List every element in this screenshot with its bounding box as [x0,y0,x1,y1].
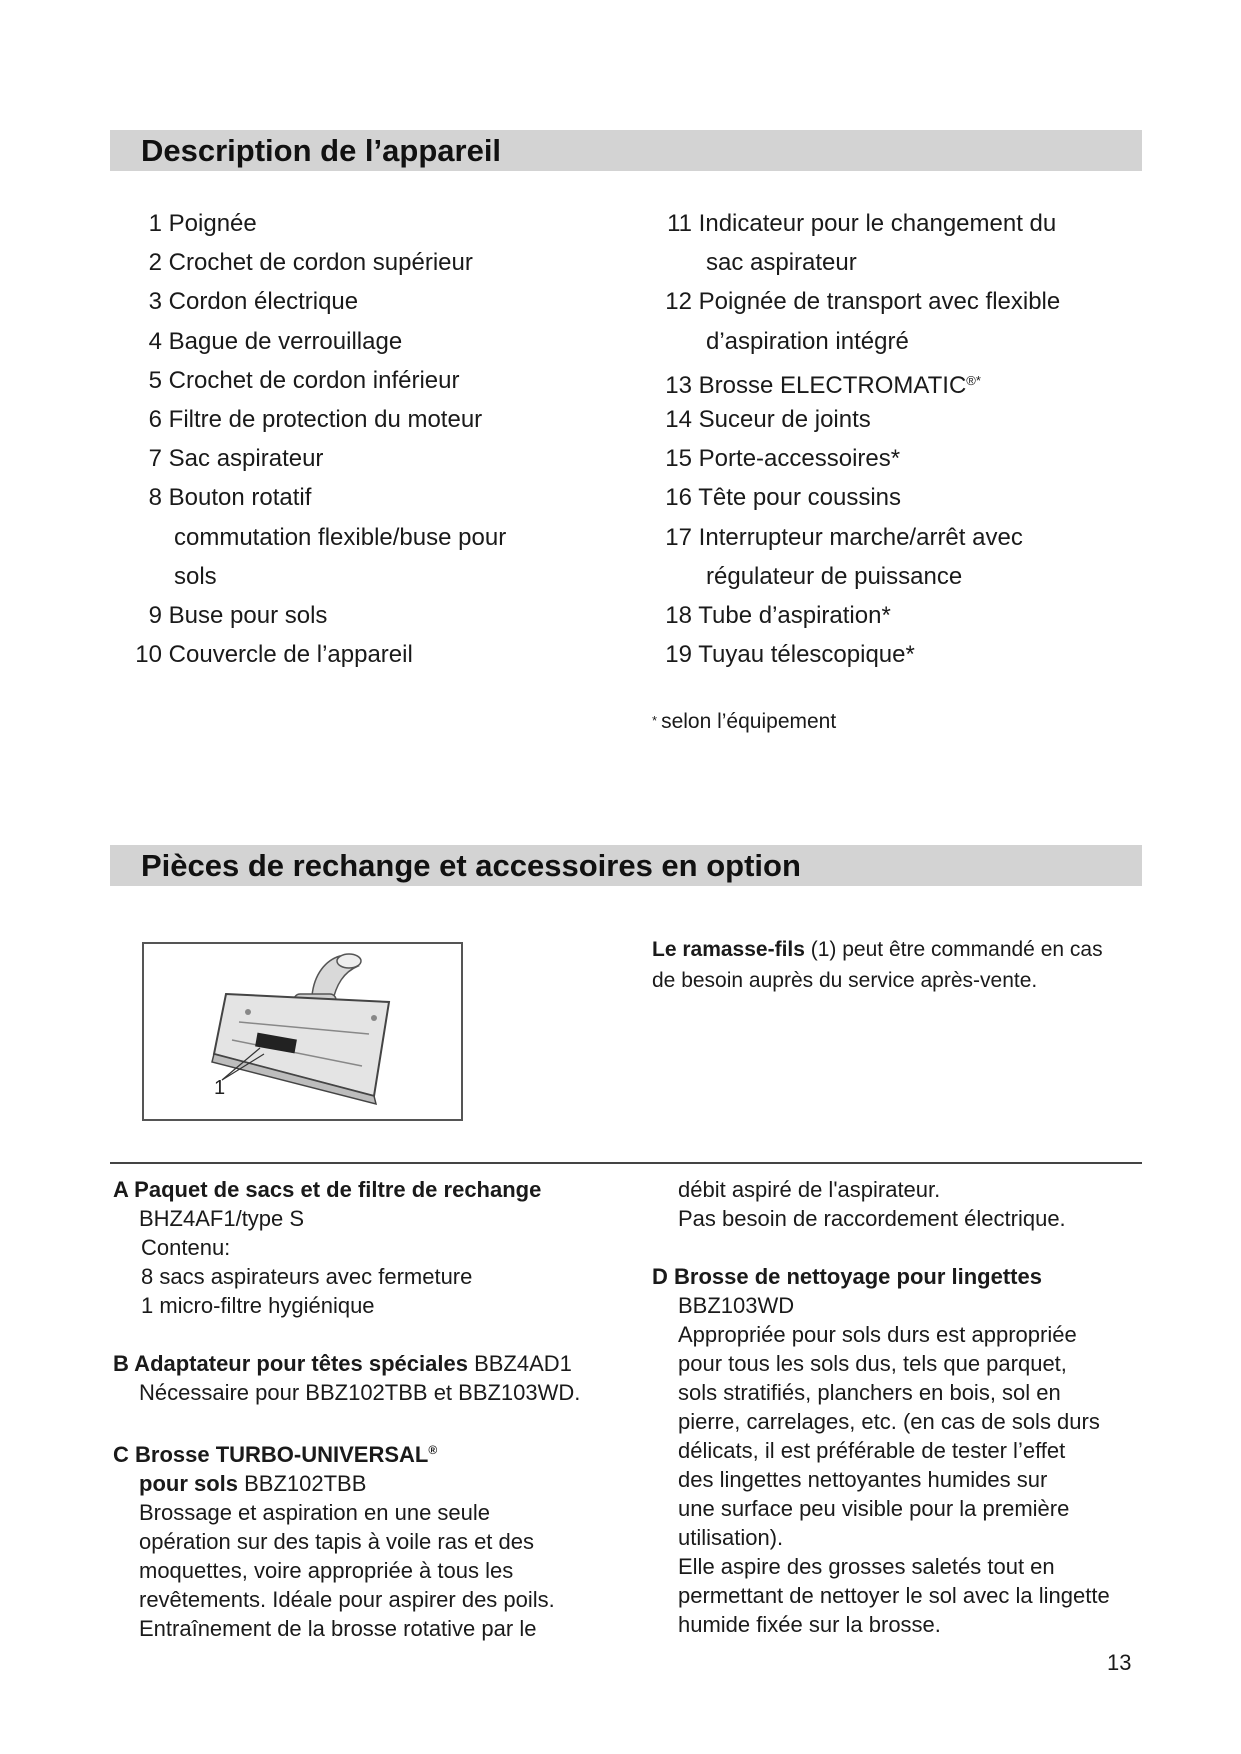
accessory-heading-c: C Brosse TURBO-UNIVERSAL® [113,1442,438,1467]
list-item: 17 Interrupteur marche/arrêt avec [665,523,1023,551]
accessory-heading-b: B Adaptateur pour têtes spéciales BBZ4AD1 [113,1351,572,1376]
floor-nozzle-figure [142,942,463,1121]
accessory-heading-a: A Paquet de sacs et de filtre de rechange [113,1177,542,1202]
parts-list-right [662,204,1132,674]
list-item: 19 Tuyau télescopique* [665,641,915,669]
list-item-continuation: sols [174,562,217,590]
floor-nozzle-illustration [144,944,461,1119]
list-item: 13 Brosse ELECTROMATIC®* [665,371,981,399]
parts-list-left [116,204,576,674]
list-item: 7 Sac aspirateur [148,445,324,473]
list-item: 1 Poignée [148,210,257,237]
accessory-heading-d: D Brosse de nettoyage pour lingettes [652,1264,1042,1289]
list-item: 6 Filtre de protection du moteur [148,405,483,433]
section-title: Description de l’appareil [141,133,502,168]
list-item-continuation: commutation flexible/buse pour [174,523,507,551]
accessories-right-column: débit aspiré de l'aspirateur. Pas besoin de raccordement électrique. D Brosse de nettoyage pour lingettes BBZ103WD Appropriée pour sols durs est appropriée pour tous les sols dus, tels que parquet, sols stratifiés, planchers en bois, sol en pierre, carrelages, etc. (en cas de sols durs délicats, il est préférable de tester l’effet des lingettes nettoyantes humides sur une surface peu visible pour la première utilisation). Elle aspire des grosses saletés tout en permettant de nettoyer le sol avec la lingette humide fixée sur la brosse. [652,1175,1147,1639]
accessories-left-column: A Paquet de sacs et de filtre de rechange BHZ4AF1/type S Contenu: 8 sacs aspirateurs avec fermeture 1 micro-filtre hygiénique B Adaptateur pour têtes spéciales BBZ4AD1 Nécessaire pour BBZ102TBB et BBZ103WD. C Brosse TURBO-UNIVERSAL® pour sols BBZ102TBB Brossage et aspiration en une seule opération sur des tapis à voile ras et des moquettes, voire appropriée à tous les revêtements. Idéale pour aspirer des poils. Entraînement de la brosse rotative par le [113,1175,633,1643]
list-item-continuation: régulateur de puissance [706,562,963,590]
list-item: 5 Crochet de cordon inférieur [148,366,460,394]
list-item: 3 Cordon électrique [148,288,359,316]
list-item: 12 Poignée de transport avec flexible [665,288,1061,316]
list-item: 16 Tête pour coussins [665,484,902,512]
list-item: 9 Buse pour sols [148,601,328,629]
thread-remover-note: Le ramasse-fils (1) peut être commandé en cas de besoin auprès du service après-vente. [652,938,1103,992]
list-item: 10 Couvercle de l’appareil [135,641,413,669]
list-item: 14 Suceur de joints [665,405,871,433]
list-item-continuation: sac aspirateur [706,249,857,277]
divider [110,1162,1142,1164]
footnote: * selon l’équipement [652,710,837,733]
section-title: Pièces de rechange et accessoires en option [141,848,801,883]
list-item: 11 Indicateur pour le changement du [667,210,1057,237]
list-item: 15 Porte-accessoires* [665,445,901,473]
section-header-spare-parts [110,845,1142,886]
list-item-continuation: d’aspiration intégré [706,327,909,355]
list-item: 4 Bague de verrouillage [148,327,403,355]
list-item: 2 Crochet de cordon supérieur [148,249,473,277]
page-number: 13 [1107,1650,1132,1675]
list-item: 18 Tube d’aspiration* [665,601,891,629]
figure-callout-1: 1 [214,1077,226,1099]
section-header-description [110,130,1142,171]
list-item: 8 Bouton rotatif [148,484,312,512]
